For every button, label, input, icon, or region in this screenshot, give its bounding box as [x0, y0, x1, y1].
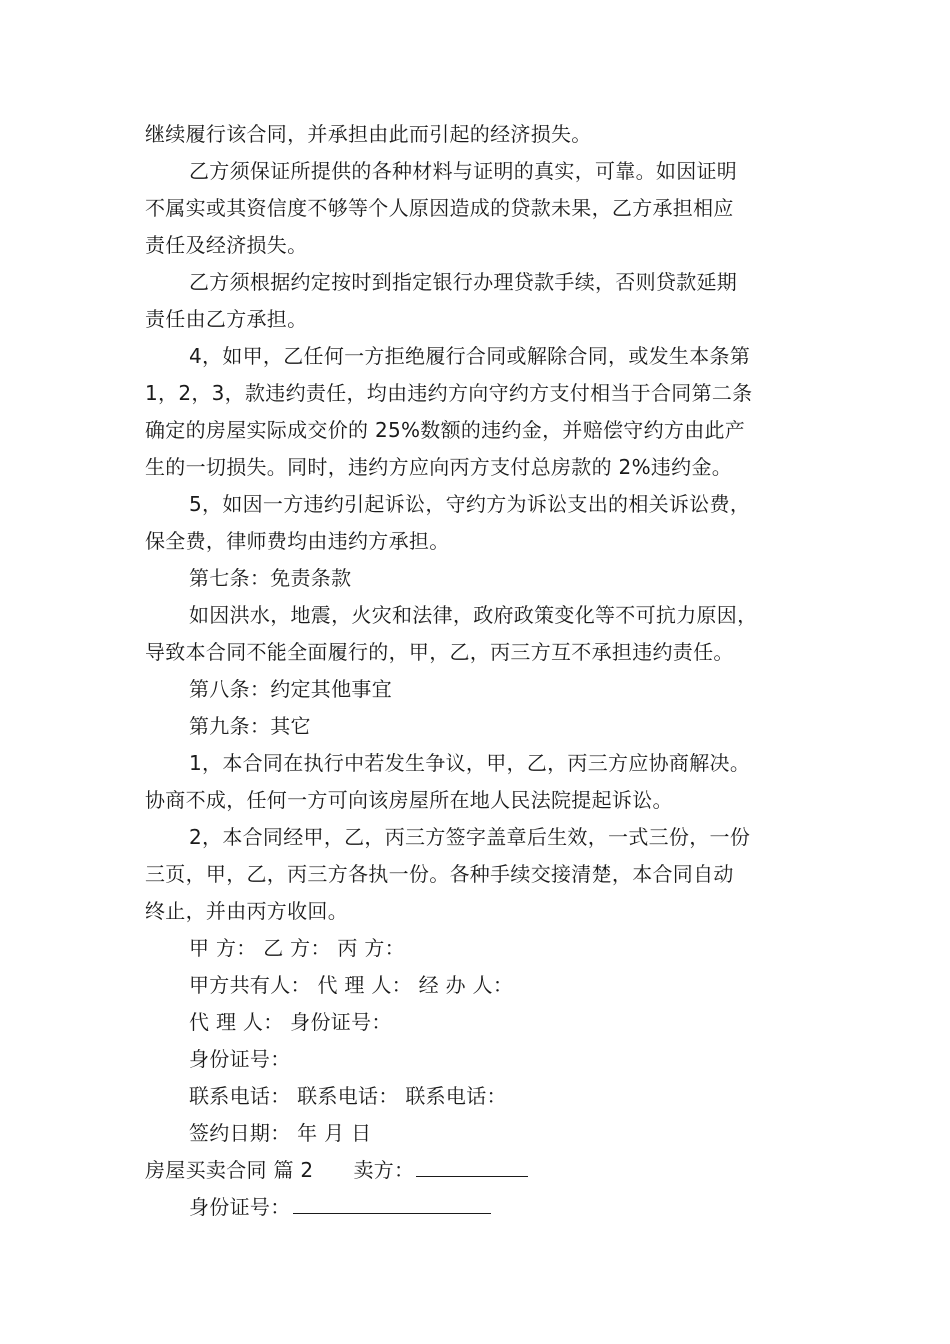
- line-20: 三页，甲，乙，丙三方各执一份。各种手续交接清楚，本合同自动: [145, 862, 734, 886]
- line-14: 导致本合同不能全面履行的，甲，乙，丙三方互不承担违约责任。: [145, 640, 734, 664]
- line-13: 如因洪水，地震，火灾和法律，政府政策变化等不可抗力原因，: [189, 603, 758, 627]
- line-21: 终止，并由丙方收回。: [145, 899, 348, 923]
- section-heading-line: [145, 1152, 825, 1189]
- line-18: 协商不成，任何一方可向该房屋所在地人民法院提起诉讼。: [145, 788, 673, 812]
- line-1: 乙方须保证所提供的各种材料与证明的真实，可靠。如因证明: [189, 159, 738, 183]
- seller-label: 卖方：: [353, 1158, 415, 1182]
- line-23: 甲方共有人： 代 理 人： 经 办 人：: [189, 973, 514, 997]
- line-12: 第七条：免责条款: [189, 566, 352, 590]
- seller-blank: [416, 1152, 528, 1177]
- document-page: [145, 116, 825, 1226]
- line-2: 不属实或其资信度不够等个人原因造成的贷款未果，乙方承担相应: [145, 196, 734, 220]
- line-25: 身份证号：: [189, 1047, 291, 1071]
- line-17: 1，本合同在执行中若发生争议，甲，乙，丙三方应协商解决。: [189, 751, 751, 775]
- line-22: 甲 方： 乙 方： 丙 方：: [189, 936, 405, 960]
- id-number-label: 身份证号：: [189, 1195, 291, 1219]
- line-0: 继续履行该合同，并承担由此而引起的经济损失。: [145, 122, 592, 146]
- line-11: 保全费，律师费均由违约方承担。: [145, 529, 450, 553]
- line-16: 第九条：其它: [189, 714, 311, 738]
- line-3: 责任及经济损失。: [145, 233, 308, 257]
- line-8: 确定的房屋实际成交价的 25%数额的违约金，并赔偿守约方由此产: [145, 418, 746, 442]
- id-number-blank: [293, 1189, 491, 1214]
- line-27: 签约日期： 年 月 日: [189, 1121, 372, 1145]
- line-24: 代 理 人： 身份证号：: [189, 1010, 392, 1034]
- line-9: 生的一切损失。同时，违约方应向丙方支付总房款的 2%违约金。: [145, 455, 733, 479]
- line-6: 4，如甲，乙任何一方拒绝履行合同或解除合同，或发生本条第: [189, 344, 751, 368]
- line-4: 乙方须根据约定按时到指定银行办理贷款手续，否则贷款延期: [189, 270, 738, 294]
- line-7: 1，2，3，款违约责任，均由违约方向守约方支付相当于合同第二条: [145, 381, 753, 405]
- line-19: 2，本合同经甲，乙，丙三方签字盖章后生效，一式三份，一份: [189, 825, 751, 849]
- id-number-line: [145, 1189, 825, 1226]
- line-10: 5，如因一方违约引起诉讼，守约方为诉讼支出的相关诉讼费，: [189, 492, 751, 516]
- section-heading: 房屋买卖合同 篇 2: [145, 1158, 314, 1182]
- line-15: 第八条：约定其他事宜: [189, 677, 392, 701]
- line-5: 责任由乙方承担。: [145, 307, 308, 331]
- line-26: 联系电话： 联系电话： 联系电话：: [189, 1084, 507, 1108]
